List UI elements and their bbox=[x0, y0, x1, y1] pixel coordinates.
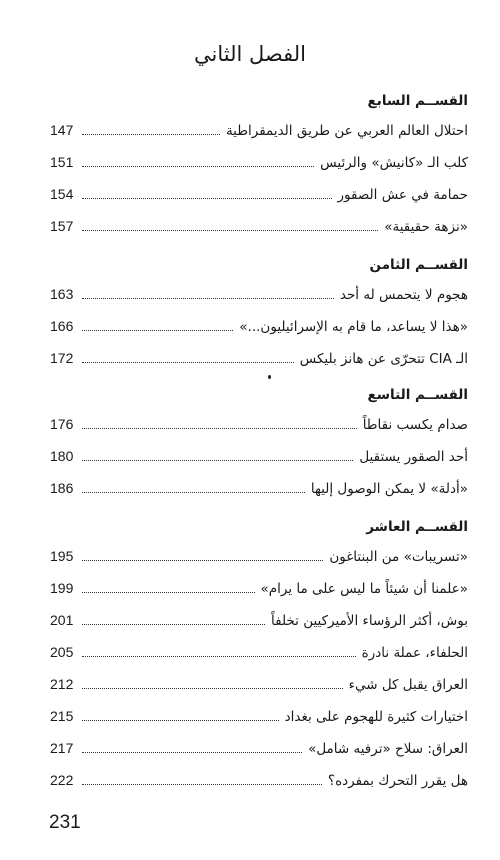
entry-page-number: 147 bbox=[50, 122, 74, 138]
toc-entry bbox=[50, 740, 468, 772]
entry-page-number: 180 bbox=[50, 448, 74, 464]
entry-page-number: 176 bbox=[50, 416, 74, 432]
entry-title: العراق يقبل كل شيء bbox=[348, 677, 468, 693]
entry-title: صدام يكسب نقاطاً bbox=[362, 417, 468, 433]
toc-entry bbox=[50, 154, 468, 186]
entry-title: أحد الصقور يستقيل bbox=[359, 449, 468, 465]
section-title: القســم الثامن bbox=[369, 257, 468, 273]
dot-leader bbox=[82, 460, 353, 461]
toc-entry bbox=[50, 548, 468, 580]
footer-page-number: 231 bbox=[49, 812, 81, 833]
toc-entry bbox=[50, 644, 468, 676]
entry-title: «نزهة حقيقية» bbox=[384, 219, 468, 235]
entry-title: «أدلة» لا يمكن الوصول إليها bbox=[310, 481, 468, 497]
entry-page-number: 212 bbox=[50, 676, 74, 692]
entry-title: بوش، أكثر الرؤساء الأميركيين تخلفاً bbox=[271, 613, 468, 629]
toc-entry bbox=[50, 416, 468, 448]
dot-leader bbox=[82, 166, 314, 167]
entry-page-number: 166 bbox=[50, 318, 74, 334]
toc-entry bbox=[50, 186, 468, 218]
dot-leader bbox=[82, 362, 294, 363]
entry-page-number: 199 bbox=[50, 580, 74, 596]
dot-leader bbox=[82, 298, 334, 299]
entry-page-number: 186 bbox=[50, 480, 74, 496]
dot-leader bbox=[82, 428, 357, 429]
toc-entry bbox=[50, 676, 468, 708]
dot-leader bbox=[82, 688, 343, 689]
dot-leader bbox=[82, 492, 305, 493]
dot-leader bbox=[82, 198, 332, 199]
section-ten bbox=[50, 519, 468, 804]
section-seven bbox=[50, 93, 468, 250]
entry-page-number: 201 bbox=[50, 612, 74, 628]
toc-entry bbox=[50, 122, 468, 154]
dot-leader bbox=[82, 134, 220, 135]
section-title: القســم العاشر bbox=[366, 519, 468, 535]
entry-title: اختيارات كثيرة للهجوم على بغداد bbox=[284, 709, 468, 725]
dot-leader bbox=[82, 784, 322, 785]
entry-page-number: 154 bbox=[50, 186, 74, 202]
section-nine bbox=[50, 387, 468, 512]
dot-leader bbox=[82, 560, 323, 561]
entry-page-number: 217 bbox=[50, 740, 74, 756]
dot-leader bbox=[82, 624, 265, 625]
entry-page-number: 157 bbox=[50, 218, 74, 234]
entry-page-number: 151 bbox=[50, 154, 74, 170]
entry-title: احتلال العالم العربي عن طريق الديمقراطية bbox=[225, 123, 468, 139]
entry-page-number: 215 bbox=[50, 708, 74, 724]
toc-entry bbox=[50, 580, 468, 612]
entry-page-number: 205 bbox=[50, 644, 74, 660]
entry-title: الحلفاء، عملة نادرة bbox=[361, 645, 468, 661]
toc-entry bbox=[50, 448, 468, 480]
entry-title: «علمنا أن شيئاً ما ليس على ما يرام» bbox=[260, 581, 468, 597]
entry-title: هجوم لا يتحمس له أحد bbox=[339, 287, 468, 303]
toc-entry bbox=[50, 772, 468, 804]
entry-title: العراق: سلاح «ترفيه شامل» bbox=[308, 741, 468, 757]
toc-entry bbox=[50, 350, 468, 382]
toc-entry bbox=[50, 612, 468, 644]
entry-title: هل يقرر التحرك بمفرده؟ bbox=[327, 773, 468, 789]
entry-page-number: 172 bbox=[50, 350, 74, 366]
section-title: القســم السابع bbox=[367, 93, 468, 109]
entry-title: كلب الـ «كانيش» والرئيس bbox=[320, 155, 468, 171]
dot-leader bbox=[82, 720, 279, 721]
toc-entry bbox=[50, 708, 468, 740]
entry-title: حمامة في عش الصقور bbox=[337, 187, 468, 203]
dot-leader bbox=[82, 592, 255, 593]
dot-leader bbox=[82, 656, 356, 657]
entry-page-number: 195 bbox=[50, 548, 74, 564]
stray-ink-dot bbox=[268, 375, 271, 379]
entry-page-number: 222 bbox=[50, 772, 74, 788]
section-eight bbox=[50, 257, 468, 382]
toc-entry bbox=[50, 286, 468, 318]
toc-entry bbox=[50, 218, 468, 250]
dot-leader bbox=[82, 230, 378, 231]
section-title: القســم التاسع bbox=[367, 387, 468, 403]
dot-leader bbox=[82, 330, 233, 331]
chapter-title: الفصل الثاني bbox=[194, 42, 306, 66]
entry-title: الـ CIA تتحرّى عن هانز بليكس bbox=[299, 351, 468, 367]
entry-page-number: 163 bbox=[50, 286, 74, 302]
dot-leader bbox=[82, 752, 302, 753]
entry-title: «تسريبات» من البنتاغون bbox=[329, 549, 468, 565]
entry-title: «هذا لا يساعد، ما قام به الإسرائيليون...» bbox=[239, 319, 468, 335]
toc-entry bbox=[50, 480, 468, 512]
toc-entry bbox=[50, 318, 468, 350]
